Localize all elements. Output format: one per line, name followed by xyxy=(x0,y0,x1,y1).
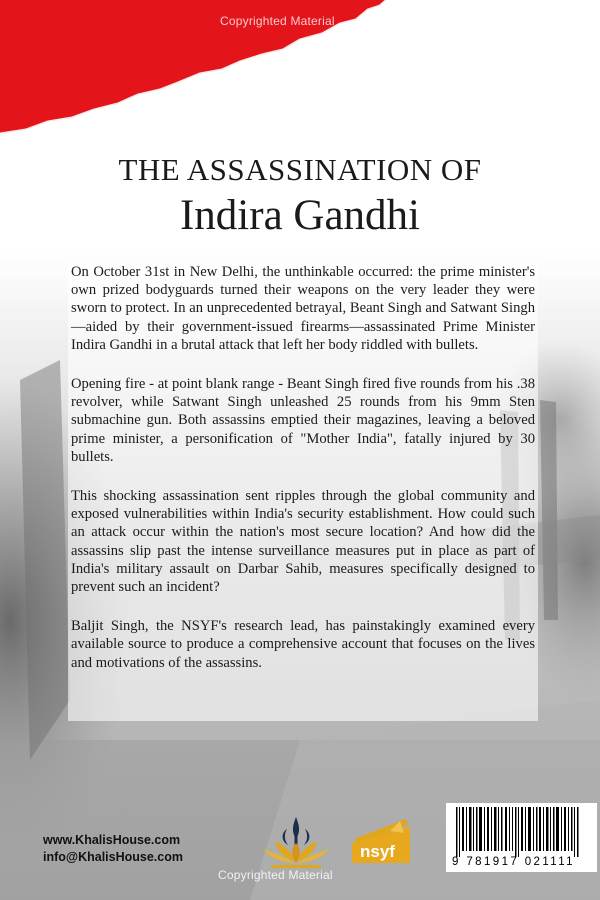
lotus-khanda-logo-icon xyxy=(261,815,331,871)
title-line-2: Indira Gandhi xyxy=(179,192,420,239)
synopsis-paragraph: Baljit Singh, the NSYF's research lead, has painstakingly examined every available source to produce a comprehensive account that focuses on the lives and motivations of the assassins. xyxy=(71,618,535,671)
isbn-barcode xyxy=(446,803,597,872)
copyright-watermark-bottom: Copyrighted Material xyxy=(218,868,333,882)
synopsis-paragraph: On October 31st in New Delhi, the unthinkable occurred: the prime minister's own prized bodyguards turned their weapons on the very leader they were sworn to protect. In an unprecedented betrayal, Beant Singh and Satwant Singh—aided by their government-issued firearms—assassinated Prime Minister Indira Gandhi in a brutal attack that left her body riddled with bullets. xyxy=(71,264,535,353)
copyright-watermark-top: Copyrighted Material xyxy=(220,14,335,28)
publisher-contact xyxy=(43,832,183,866)
barcode-icon xyxy=(446,805,597,857)
nsyf-logo-icon xyxy=(350,817,412,865)
isbn-digits: 9 781917 021111 xyxy=(452,856,575,868)
synopsis-paragraph: This shocking assassination sent ripples through the global community and exposed vulnerabilities within India's security establishment. How could such an attack occur within the nation's most secure location? And how did the assassins slip past the intense surveillance measures put in place as part of India's military assault on Darbar Sahib, measures specifically designed to prevent such an incident? xyxy=(71,488,535,596)
nsyf-logo-text: nsyf xyxy=(360,842,395,861)
synopsis-text-box xyxy=(68,263,538,721)
email-text: info@KhalisHouse.com xyxy=(43,850,183,864)
title-line-1: THE ASSASSINATION OF xyxy=(118,152,482,187)
website-text: www.KhalisHouse.com xyxy=(43,833,181,847)
synopsis-paragraph: Opening fire - at point blank range - Beant Singh fired five rounds from his .38 revolver, while Satwant Singh unleashed 25 rounds from his 9mm Sten submachine gun. Both assassins emptied their magazines, leaving a beloved prime minister, a personification of "Mother India", fatally injured by 30 bullets. xyxy=(71,376,535,465)
